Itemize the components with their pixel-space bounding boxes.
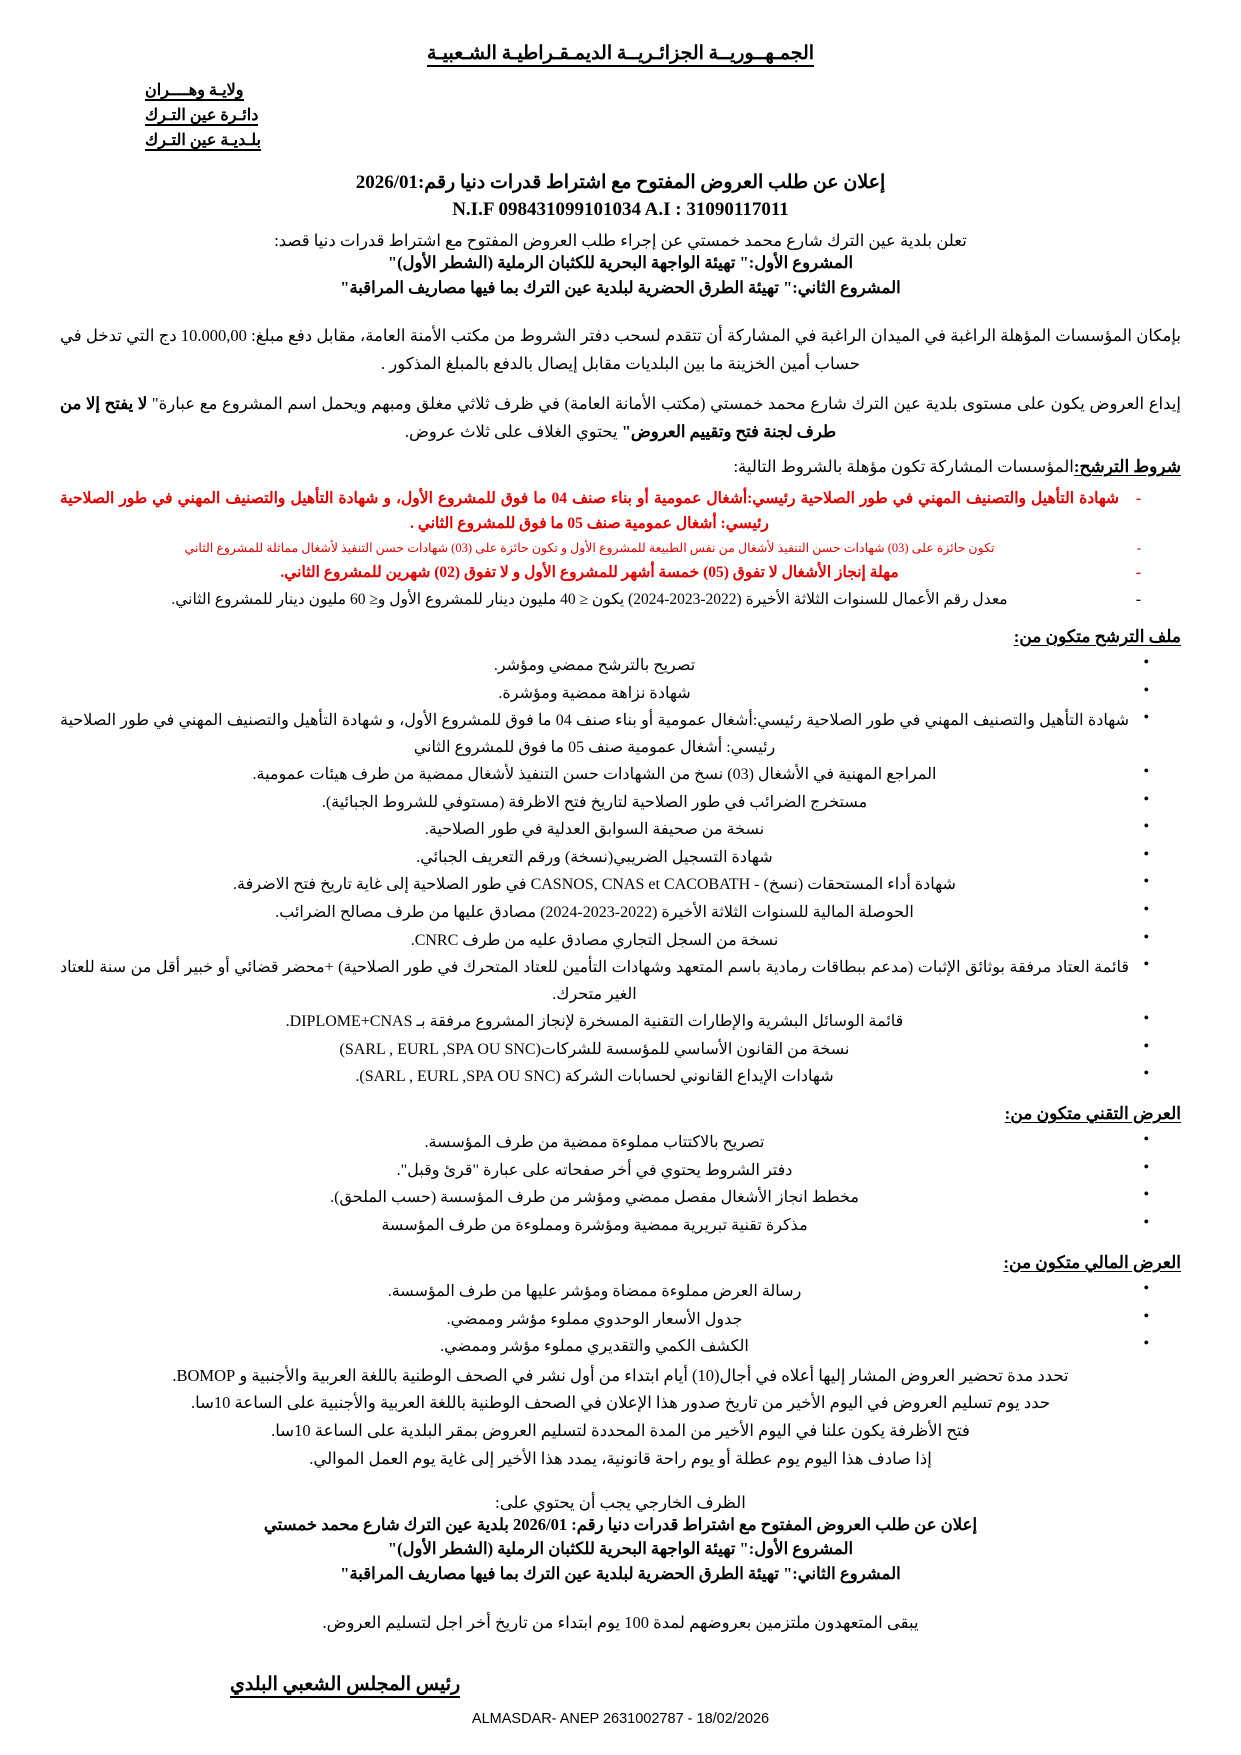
list-item: ● شهادة التسجيل الضريبي(نسخة) ورقم التعريف الجبائي. [60,845,1129,872]
deadline-paragraph-3: فتح الأظرفة يكون علنا في اليوم الأخير من المدة المحددة لتسليم العروض بمقر البلدية على الساعة 10سا. [271,1421,970,1441]
submission-text-a: إيداع العروض يكون على مستوى بلدية عين الترك شارع محمد خمستي (مكتب الأمانة العامة) في ظرف ثلاثي مغلق ومبهم ويحمل اسم المشروع مع عبارة" [147,393,1181,413]
financial-offer-heading: العرض المالي متكون من: [1003,1252,1181,1272]
envelope-line-1: إعلان عن طلب العروض المفتوح مع اشتراط قدرات دنيا رقم: 2026/01 بلدية عين الترك شارع محمد خمستي [263,1514,978,1534]
deadline-paragraph-4: إذا صادف هذا اليوم يوم عطلة أو يوم راحة قانونية، يمدد هذا الأخير إلى غاية يوم العمل الموالي. [309,1448,932,1468]
page-title: إعلان عن طلب العروض المفتوح مع اشتراط قدرات دنيا رقم:2026/01 [355,172,886,194]
envelope-line-3: المشروع الثاني:" تهيئة الطرق الحضرية لبلدية عين الترك بما فيها مصاريف المراقبة" [340,1564,901,1584]
list-item: ● جدول الأسعار الوحدوي مملوء مؤشر وممضي. [60,1307,1129,1334]
candidacy-heading-row [60,615,1181,652]
technical-offer-list [60,1130,1181,1239]
list-item: ● مذكرة تقنية تبريرية ممضية ومؤشرة ومملوءة من طرف المؤسسة [60,1213,1129,1240]
condition-item: - شهادة التأهيل والتصنيف المهني في طور الصلاحية رئيسي:أشغال عمومية أو بناء صنف 04 ما فوق للمشروع الأول، و شهادة التأهيل والتصنيف المهني في طور الصلاحية رئيسي: أشغال عمومية صنف 05 ما فوق للمشروع الثاني . [60,486,1119,536]
submission-bold-phrase: لا يفتح إلا من طرف لجنة فتح وتقييم العروض" [60,393,837,441]
envelope-line-2: المشروع الأول:" تهيئة الواجهة البحرية للكثبان الرملية (الشطر الأول)" [387,1539,854,1559]
list-item: ● رسالة العرض مملوءة ممضاة ومؤشر عليها من طرف المؤسسة. [60,1279,1129,1306]
list-item: ● نسخة من السجل التجاري مصادق عليه من طرف CNRC. [60,928,1129,955]
baladia-line [145,129,1181,154]
conditions-heading-row [60,445,1181,482]
wilaya-text: ولايـة وهــــران [145,82,244,99]
signature-text: رئيس المجلس الشعبي البلدي [230,1674,460,1698]
list-item: ● قائمة الوسائل البشرية والإطارات التقنية المسخرة لإنجاز المشروع مرفقة بـ DIPLOME+CNAS. [60,1009,1129,1036]
list-item: ● مخطط انجاز الأشغال مفصل ممضي ومؤشر من طرف المؤسسة (حسب الملحق). [60,1185,1129,1212]
conditions-intro: المؤسسات المشاركة تكون مؤهلة بالشروط التالية: [733,457,1074,477]
intro-paragraph: تعلن بلدية عين الترك شارع محمد خمستي عن إجراء طلب العروض المفتوح مع اشتراط قدرات دنيا قصد: [274,230,967,250]
admin-header-block [60,79,1181,153]
list-item: ● تصريح بالترشح ممضي ومؤشر. [60,653,1129,680]
wilaya-line [145,79,1181,104]
list-item: ● شهادة نزاهة ممضية ومؤشرة. [60,681,1129,708]
submission-paragraph [60,390,1181,445]
list-item: ● نسخة من صحيفة السوابق العدلية في طور الصلاحية. [60,817,1129,844]
national-title [60,42,1181,65]
technical-heading-row [60,1092,1181,1129]
signature-block [60,1673,1181,1696]
envelope-title: الظرف الخارجي يجب أن يحتوي على: [495,1492,746,1512]
list-item: ● دفتر الشروط يحتوي في أخر صفحاته على عبارة "قرئ وقبل". [60,1158,1129,1185]
candidacy-list [60,653,1181,1091]
deadline-paragraph-2: حدد يوم تسليم العروض في اليوم الأخير من تاريخ صدور هذا الإعلان في الصحف الوطنية باللغة العربية والأجنبية على الساعة 10سا. [190,1393,1051,1413]
national-title-text: الجمـهــوريــة الجزائـريــة الديمـقـراطيـة الشـعبيـة [427,43,814,67]
baladia-text: بلـديـة عين التـرك [145,131,261,149]
list-item: ● مستخرج الضرائب في طور الصلاحية لتاريخ فتح الاظرفة (مستوفي للشروط الجبائية). [60,790,1129,817]
technical-offer-heading: العرض التقني متكون من: [1004,1103,1181,1123]
list-item: ● الحوصلة المالية للسنوات الثلاثة الأخيرة (2022-2023-2024) مصادق عليها من طرف مصالح الضرائب. [60,900,1129,927]
submission-text-b: يحتوي الغلاف على ثلاث عروض. [404,421,622,441]
footer-reference: ALMASDAR- ANEP 2631002787 - 18/02/2026 [471,1711,770,1727]
condition-item: - مهلة إنجاز الأشغال لا تفوق (05) خمسة أشهر للمشروع الأول و لا تفوق (02) شهرين للمشروع الثاني. [60,560,1119,585]
list-item: ● تصريح بالاكتتاب مملوءة ممضية من طرف المؤسسة. [60,1130,1129,1157]
candidacy-heading: ملف الترشح متكون من: [1013,626,1181,646]
list-item: ● شهادة أداء المستحقات (نسخ) - CASNOS, CNAS et CACOBATH في طور الصلاحية إلى غاية تاريخ فتح الاضرفة. [60,872,1129,899]
closing-paragraph: يبقى المتعهدون ملتزمين بعروضهم لمدة 100 يوم ابتداء من تاريخ أخر اجل لتسليم العروض. [322,1612,919,1632]
project-one-title: المشروع الأول:" تهيئة الواجهة البحرية للكثبان الرملية (الشطر الأول)" [387,252,854,272]
list-item: ● قائمة العتاد مرفقة بوثائق الإثبات (مدعم ببطاقات رمادية باسم المتعهد وشهادات التأمين للعتاد المتحرك في طور الصلاحية) +محضر قضائي أو خبير أقل من سنة للعتاد الغير متحرك. [60,955,1129,1008]
conditions-heading: شروط الترشح: [1073,457,1181,477]
daira-line [145,104,1181,129]
list-item: ● شهادة التأهيل والتصنيف المهني في طور الصلاحية رئيسي:أشغال عمومية أو بناء صنف 04 ما فوق للمشروع الأول، و شهادة التأهيل والتصنيف المهني في طور الصلاحية رئيسي: أشغال عمومية صنف 05 ما فوق للمشروع الثاني [60,708,1129,761]
deadline-paragraph-1: تحدد مدة تحضير العروض المشار إليها أعلاه في أجال(10) أيام ابتداء من أول نشر في الصحف الوطنية باللغة العربية والأجنبية و BOMOP. [172,1365,1069,1385]
list-item: ● شهادات الإيداع القانوني لحسابات الشركة (SARL , EURL ,SPA OU SNC). [60,1064,1129,1091]
condition-item: - معدل رقم الأعمال للسنوات الثلاثة الأخيرة (2022-2023-2024) يكون ≤ 40 مليون دينار للمشروع الأول و≤ 60 مليون دينار للمشروع الثاني. [60,587,1119,612]
financial-heading-row [60,1241,1181,1278]
list-item: ● الكشف الكمي والتقديري مملوء مؤشر وممضي. [60,1334,1129,1361]
project-two-title: المشروع الثاني:" تهيئة الطرق الحضرية لبلدية عين الترك بما فيها مصاريف المراقبة" [340,277,901,297]
condition-item: - تكون حائزة على (03) شهادات حسن التنفيذ لأشغال من نفس الطبيعة للمشروع الأول و تكون حائزة على (03) شهادات حسن التنفيذ لأشغال مماثلة للمشروع الثاني [60,538,1119,558]
conditions-list [60,486,1181,613]
financial-offer-list [60,1279,1181,1361]
daira-text: دائـرة عين التـرك [145,106,259,124]
list-item: ● المراجع المهنية في الأشغال (03) نسخ من الشهادات حسن التنفيذ لأشغال ممضية من طرف هيئات عمومية. [60,762,1129,789]
list-item: ● نسخة من القانون الأساسي للمؤسسة للشركات(SARL , EURL ,SPA OU SNC) [60,1037,1129,1064]
withdrawal-paragraph: بإمكان المؤسسات المؤهلة الراغبة في الميدان الراغبة في المشاركة أن تتقدم لسحب دفتر الشروط من مكتب الأمنة العامة، مقابل دفع مبلغ: 10.000,00 دج التي تدخل في حساب أمين الخزينة ما بين البلديات مقابل إيصال بالدفع بالمبلغ المذكور . [60,326,1181,374]
nif-identifier-line: N.I.F 098431099101034 A.I : 31090117011 [452,198,789,220]
